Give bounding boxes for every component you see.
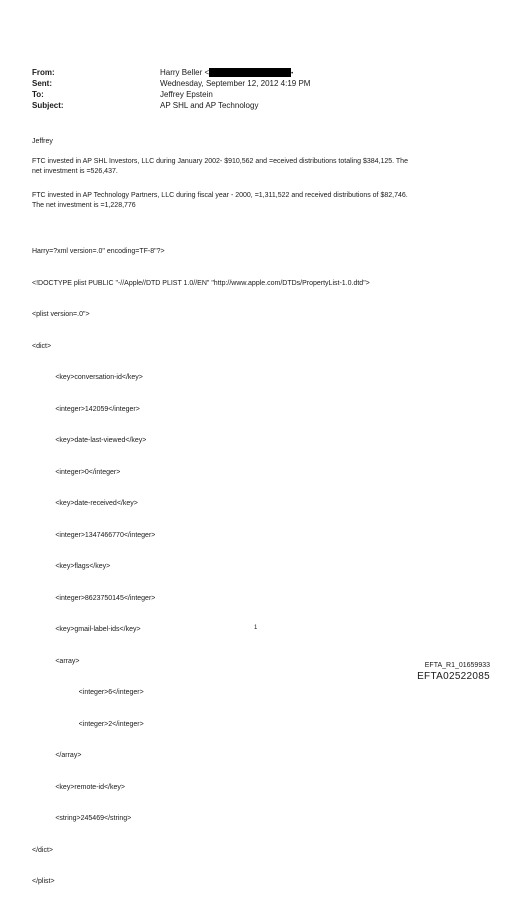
plist-line: <integer>6</integer> (32, 689, 144, 696)
plist-line: Harry=?xml version=.0" encoding=TF-8"?> (32, 248, 165, 255)
subject-label: Subject: (32, 101, 64, 110)
from-label: From: (32, 68, 55, 77)
sent-value: Wednesday, September 12, 2012 4:19 PM (160, 79, 311, 88)
to-value: Jeffrey Epstein (160, 90, 213, 99)
plist-line: <key>gmail-label-ids</key> (32, 626, 141, 633)
to-label: To: (32, 90, 44, 99)
plist-line: <plist version=.0"> (32, 311, 90, 318)
plist-line: <key>date-received</key> (32, 500, 138, 507)
paragraph-2-line-2: The net investment is =1,228,776 (32, 202, 136, 209)
plist-line: </array> (32, 752, 82, 759)
sent-label: Sent: (32, 79, 52, 88)
plist-line: <array> (32, 657, 80, 665)
bates-number-1: EFTA_R1_01659933 (424, 662, 490, 669)
redaction-end-mark: • (291, 71, 294, 77)
plist-line: <dict> (32, 342, 52, 350)
paragraph-2-line-1: FTC invested in AP Technology Partners, LLC during fiscal year - 2000, =1,311,522 and received distributions of $82,746. (32, 192, 408, 199)
paragraph-1-line-1: FTC invested in AP SHL Investors, LLC during January 2002- $910,562 and =eceived distributions totaling $384,125. The (32, 158, 408, 165)
plist-block (32, 226, 370, 909)
paragraph-1-line-2: net investment is =526,437. (32, 168, 118, 175)
plist-line: <key>conversation-id</key> (32, 374, 143, 381)
plist-line: <integer>142059</integer> (32, 405, 140, 413)
plist-line: </plist> (32, 878, 55, 885)
plist-line: <key>date-last-viewed</key> (32, 437, 147, 444)
bates-number-2: EFTA02522085 (417, 671, 490, 682)
from-name: Harry Beller < (160, 68, 210, 77)
redaction-bar (209, 68, 294, 77)
from-value (160, 68, 293, 79)
greeting: Jeffrey (32, 138, 53, 145)
plist-line: <integer>8623750145</integer> (32, 594, 156, 602)
subject-value: AP SHL and AP Technology (160, 101, 259, 110)
plist-line: <integer>2</integer> (32, 720, 144, 728)
plist-line: <integer>1347466770</integer> (32, 531, 156, 539)
plist-line: <key>flags</key> (32, 563, 111, 570)
plist-line: <!DOCTYPE plist PUBLIC "-//Apple//DTD PLIST 1.0//EN" "http://www.apple.com/DTDs/PropertyList-1.0.dtd"> (32, 279, 370, 287)
page-number: 1 (254, 625, 258, 631)
plist-line: </dict> (32, 846, 54, 854)
plist-line: <integer>0</integer> (32, 468, 121, 476)
plist-line: <string>245469</string> (32, 815, 132, 822)
plist-line: <key>remote-id</key> (32, 783, 125, 791)
